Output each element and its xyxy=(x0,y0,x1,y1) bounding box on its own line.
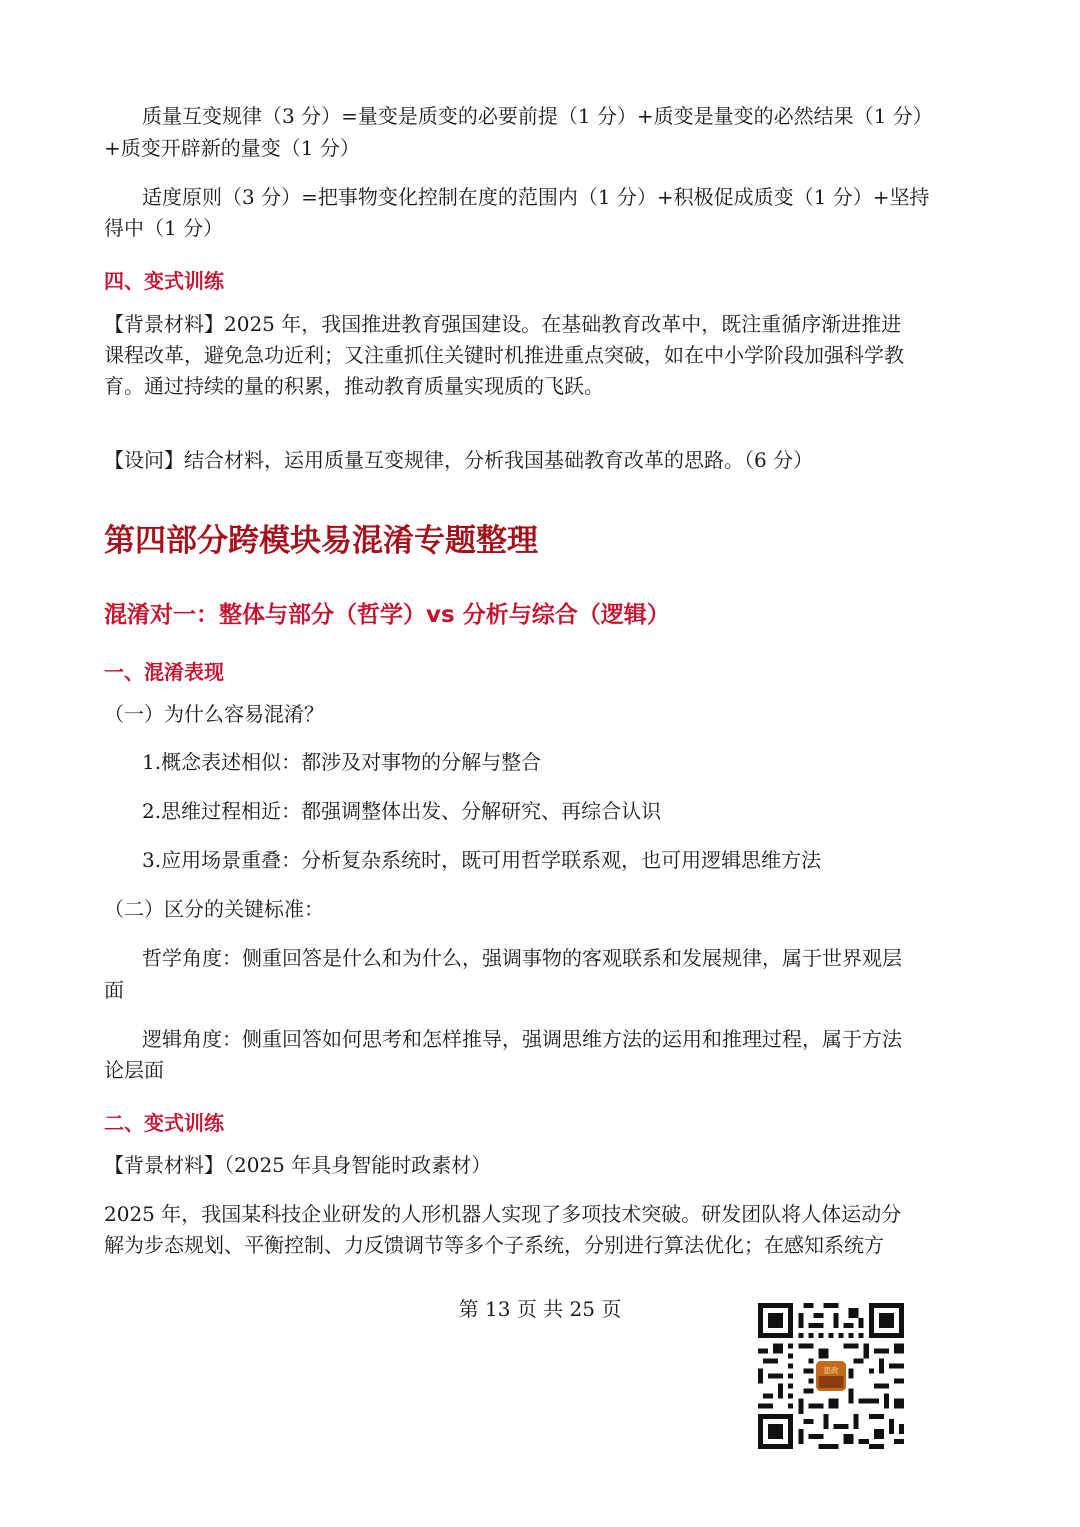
subheading: （二）区分的关键标准： xyxy=(104,897,324,921)
paragraph-line: 育。通过持续的量的积累，推动教育质量实现质的飞跃。 xyxy=(104,374,604,398)
qr-logo-text: 思政 xyxy=(823,1365,839,1375)
paragraph-line: 论层面 xyxy=(104,1058,164,1082)
list-item: 2.思维过程相近：都强调整体出发、分解研究、再综合认识 xyxy=(142,799,662,823)
paragraph-line: 2025 年，我国某科技企业研发的人形机器人实现了多项技术突破。研发团队将人体运动分 xyxy=(104,1202,902,1226)
paragraph-line: 课程改革，避免急功近利；又注重抓住关键时机推进重点突破，如在中小学阶段加强科学教 xyxy=(104,343,904,367)
paragraph-line: +质变开辟新的量变（1 分） xyxy=(104,136,360,160)
page-number: 第 13 页 共 25 页 xyxy=(458,1297,622,1321)
question-line: 【设问】结合材料，运用质量互变规律，分析我国基础教育改革的思路。（6 分） xyxy=(104,448,814,472)
paragraph-line: 【背景材料】2025 年，我国推进教育强国建设。在基础教育改革中，既注重循序渐进推进 xyxy=(104,312,902,336)
paragraph-line: 解为步态规划、平衡控制、力反馈调节等多个子系统，分别进行算法优化；在感知系统方 xyxy=(104,1233,884,1257)
paragraph-line: 【背景材料】（2025 年具身智能时政素材） xyxy=(104,1153,492,1177)
paragraph-line: 适度原则（3 分）=把事物变化控制在度的范围内（1 分）+积极促成质变（1 分）+坚持 xyxy=(142,185,930,209)
section-heading: 二、变式训练 xyxy=(104,1111,224,1135)
paragraph-line: 面 xyxy=(104,978,124,1002)
paragraph-line: 哲学角度：侧重回答是什么和为什么，强调事物的客观联系和发展规律，属于世界观层 xyxy=(142,946,902,970)
qr-code xyxy=(758,1303,904,1449)
list-item: 1.概念表述相似：都涉及对事物的分解与整合 xyxy=(142,750,542,774)
subheading: （一）为什么容易混淆？ xyxy=(104,702,324,726)
list-item: 3.应用场景重叠：分析复杂系统时，既可用哲学联系观，也可用逻辑思维方法 xyxy=(142,848,822,872)
paragraph-line: 逻辑角度：侧重回答如何思考和怎样推导，强调思维方法的运用和推理过程，属于方法 xyxy=(142,1027,902,1051)
paragraph-line: 质量互变规律（3 分）=量变是质变的必要前提（1 分）+质变是量变的必然结果（1 分） xyxy=(142,104,933,128)
topic-title: 混淆对一：整体与部分（哲学）vs 分析与综合（逻辑） xyxy=(104,602,670,628)
part-title: 第四部分跨模块易混淆专题整理 xyxy=(104,523,538,559)
section-heading: 四、变式训练 xyxy=(104,269,224,293)
section-heading: 一、混淆表现 xyxy=(104,660,224,684)
paragraph-line: 得中（1 分） xyxy=(104,216,224,240)
